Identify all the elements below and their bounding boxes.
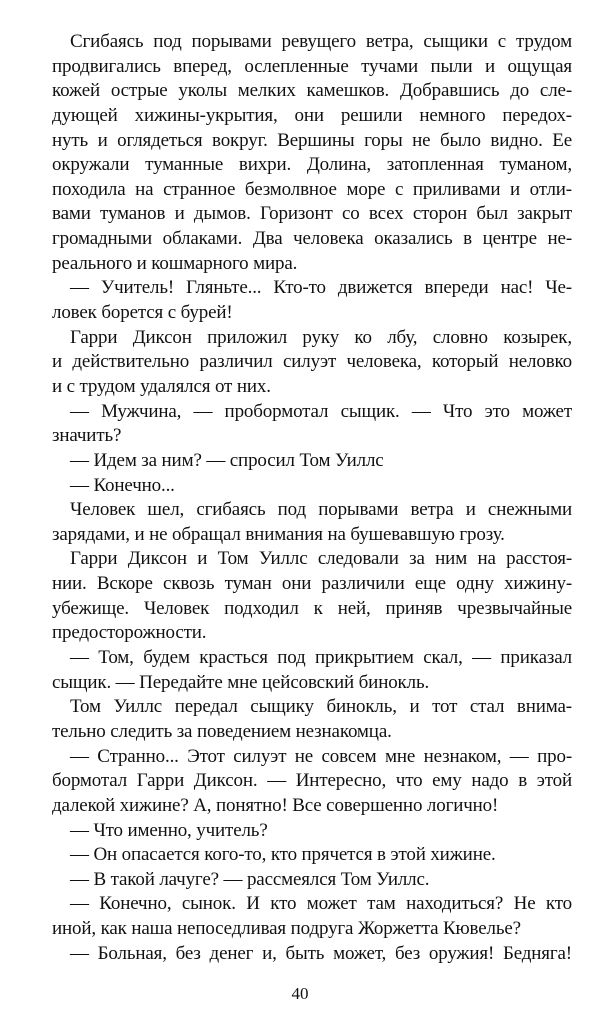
text-line: Человек шел, сгибаясь под порывами ветра и снежными xyxy=(70,499,572,521)
text-line: убежище. Человек подходил к ней, приняв чрезвычайные xyxy=(52,597,572,619)
text-line: сыщик. — Передайте мне цейсовский бинокль. xyxy=(52,671,430,693)
text-line: — Он опасается кого-то, кто прячется в этой хижине. xyxy=(70,844,496,866)
text-line: — Том, будем красться под прикрытием скал, — приказал xyxy=(70,647,572,669)
text-line: — Конечно, сынок. И кто может там находиться? Не кто xyxy=(70,893,572,915)
text-line: — Идем за ним? — спросил Том Уиллс xyxy=(70,449,384,471)
text-line: ловек борется с бурей! xyxy=(52,302,233,324)
text-line: Том Уиллс передал сыщику бинокль, и тот стал внима- xyxy=(70,696,572,718)
text-line: — Мужчина, — пробормотал сыщик. — Что это может xyxy=(70,400,572,422)
text-line: — Больная, без денег и, быть может, без оружия! Бедняга! xyxy=(70,942,572,964)
text-line: — Конечно... xyxy=(70,474,175,496)
text-line: и действительно различил силуэт человека, который неловко xyxy=(52,351,572,373)
text-line: походила на странное безмолвное море с приливами и отли- xyxy=(52,178,572,200)
text-line: — Что именно, учитель? xyxy=(70,819,268,841)
text-line: зарядами, и не обращал внимания на бушевавшую грозу. xyxy=(52,523,505,545)
text-line: тельно следить за поведением незнакомца. xyxy=(52,720,392,742)
text-line: — В такой лачуге? — рассмеялся Том Уиллс. xyxy=(70,868,430,890)
text-line: вами туманов и дымов. Горизонт со всех сторон был закрыт xyxy=(52,203,572,225)
text-line: нуть и оглядеться вокруг. Вершины горы не было видно. Ее xyxy=(52,129,572,151)
text-line: Сгибаясь под порывами ревущего ветра, сыщики с трудом xyxy=(70,31,572,52)
text-line: далекой хижине? А, понятно! Все совершенно логично! xyxy=(52,794,499,816)
body-text xyxy=(52,30,572,966)
text-line: кожей острые уколы мелких камешков. Добравшись до сле- xyxy=(52,80,572,102)
text-line: окружали туманные вихри. Долина, затопленная туманом, xyxy=(52,154,572,176)
text-line: значить? xyxy=(52,425,122,447)
text-line: и с трудом удалялся от них. xyxy=(52,375,271,397)
text-line: Гарри Диксон приложил руку ко лбу, словно козырек, xyxy=(70,326,572,348)
text-line: иной, как наша непоседливая подруга Жоржетта Кювелье? xyxy=(52,918,521,940)
text-line: — Учитель! Гляньте... Кто-то движется впереди нас! Че- xyxy=(70,277,572,299)
page-number: 40 xyxy=(291,984,309,1003)
text-line: — Странно... Этот силуэт не совсем мне незнаком, — про- xyxy=(70,745,572,767)
text-line: продвигались вперед, ослепленные тучами пыли и ощущая xyxy=(52,55,572,77)
text-line: предосторожности. xyxy=(52,622,207,644)
text-line: Гарри Диксон и Том Уиллс следовали за ним на расстоя- xyxy=(70,548,572,570)
text-line: громадными облаками. Два человека оказались в центре не- xyxy=(52,228,572,250)
text-line: дующей хижины-укрытия, они решили немного передох- xyxy=(52,104,572,126)
text-line: бормотал Гарри Диксон. — Интересно, что ему надо в этой xyxy=(52,770,572,792)
text-line: реального и кошмарного мира. xyxy=(52,252,298,274)
text-line: нии. Вскоре сквозь туман они различили еще одну хижину- xyxy=(52,573,572,595)
